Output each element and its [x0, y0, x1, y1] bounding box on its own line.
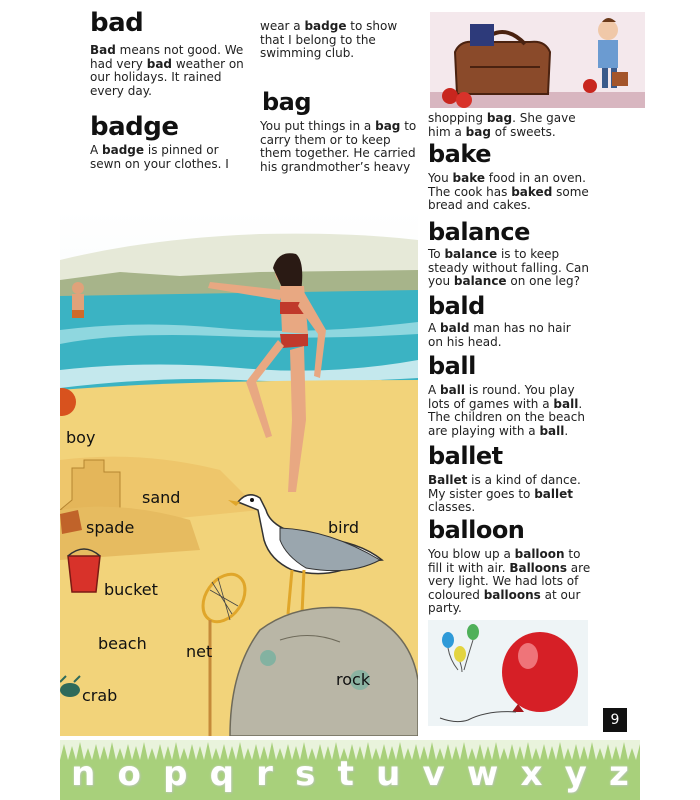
alphabet-letter: u: [376, 754, 401, 794]
definition-bald: [428, 322, 578, 349]
headword-in-text: badge: [304, 19, 347, 33]
beach-scene-illustration: [60, 210, 418, 736]
alphabet-letter: v: [422, 754, 445, 794]
balloons-illustration: [428, 620, 588, 726]
label-bird: bird: [328, 518, 360, 537]
headword-in-text: bag: [375, 119, 401, 133]
definition-text: . The children on the beach are playing with a: [428, 396, 585, 438]
headword-in-text: bake: [452, 171, 485, 185]
definition-text: . She gave him a: [428, 111, 576, 139]
definition-text: some bread and cakes.: [428, 184, 589, 212]
headword-in-text: balance: [444, 247, 498, 261]
label-spade: spade: [86, 518, 135, 537]
alphabet-letter: t: [337, 754, 354, 794]
definition-text: wear a: [260, 19, 305, 33]
definition-text: are very light. We had lots of coloured: [428, 560, 591, 602]
dictionary-page: [60, 0, 640, 800]
headword-in-text: ball: [440, 383, 465, 397]
definition-text: .: [564, 423, 569, 438]
headword-in-text: baked: [511, 184, 553, 199]
headword-in-text: Bad: [90, 43, 116, 57]
headword-bald: bald: [428, 292, 485, 320]
headword-ball: ball: [428, 352, 476, 380]
headword-in-text: Ballet: [428, 473, 468, 487]
definition-text: weather on our holidays. It rained every day.: [90, 56, 244, 98]
definition-text: food in an oven. The cook has: [428, 171, 586, 199]
definition-bag: [260, 120, 420, 174]
headword-balloon: balloon: [428, 516, 525, 544]
headword-ballet: ballet: [428, 442, 503, 470]
definition-text: is to keep steady without falling. Can you: [428, 247, 589, 288]
label-rock: rock: [336, 670, 371, 689]
definition-text: A: [428, 321, 441, 335]
headword-bag: bag: [262, 88, 312, 116]
headword-in-text: ballet: [534, 486, 574, 501]
headword-in-text: balloon: [514, 547, 565, 561]
headword-in-text: balloons: [483, 587, 541, 602]
definition-ballet: [428, 474, 596, 515]
alphabet-letter: x: [520, 754, 543, 794]
headword-balance: balance: [428, 218, 530, 246]
headword-in-text: bag: [486, 111, 513, 125]
definition-text: You: [428, 171, 453, 185]
headword-in-text: ball: [553, 396, 579, 411]
definition-text: You blow up a: [428, 547, 515, 561]
headword-in-text: bald: [440, 321, 470, 335]
label-beach: beach: [98, 634, 147, 653]
definition-text: on one leg?: [506, 274, 581, 288]
headword-bake: bake: [428, 140, 491, 168]
headword-in-text: balance: [453, 274, 507, 288]
headword-in-text: bag: [465, 124, 491, 139]
alphabet-letter: o: [117, 754, 141, 794]
definition-text: To: [428, 247, 445, 261]
headword-bad: bad: [90, 8, 144, 38]
alphabet-letter: p: [163, 754, 188, 794]
headword-in-text: Balloons: [509, 560, 567, 575]
definition-text: means not good. We had very: [90, 43, 244, 71]
alphabet-letter: q: [209, 754, 234, 794]
definition-badge: [90, 144, 240, 171]
definition-text: of sweets.: [490, 124, 556, 139]
alphabet-letter: n: [71, 754, 96, 794]
definition-text: at our party.: [428, 587, 581, 615]
definition-text: classes.: [428, 500, 476, 514]
definition-text: You put things in a: [260, 119, 376, 133]
definition-text: is a kind of dance. My sister goes to: [428, 473, 581, 501]
definition-text: shopping: [428, 111, 487, 125]
definition-ball: [428, 384, 596, 438]
shopping-bag-illustration: [430, 12, 645, 108]
definition-bad: [90, 44, 250, 98]
label-sand: sand: [142, 488, 181, 507]
headword-in-text: bad: [146, 56, 173, 71]
headword-in-text: ball: [539, 423, 565, 438]
alphabet-letter: z: [609, 754, 629, 794]
definition-bake: [428, 172, 596, 213]
definition-text: to carry them or to keep them together. He carried his grandmother’s heavy: [260, 119, 417, 174]
definition-text: A: [90, 143, 103, 157]
headword-in-text: badge: [102, 143, 145, 157]
definition-text: to fill it with air.: [428, 547, 581, 575]
label-crab: crab: [82, 686, 118, 705]
alphabet-letter: s: [295, 754, 316, 794]
definition-badge-continued: [260, 20, 410, 61]
definition-text: A: [428, 383, 441, 397]
alphabet-letter: r: [256, 754, 273, 794]
definition-balance: [428, 248, 596, 289]
alphabet-strip: [60, 752, 640, 796]
page-number: 9: [603, 708, 627, 732]
definition-balloon: [428, 548, 596, 616]
headword-badge: badge: [90, 112, 179, 142]
definition-text: to show that I belong to the swimming club.: [260, 19, 398, 60]
definition-text: is round. You play lots of games with a: [428, 383, 575, 411]
definition-bag-continued: [428, 112, 593, 139]
label-net: net: [186, 642, 213, 661]
label-boy: boy: [66, 428, 96, 447]
definition-text: is pinned or sewn on your clothes. I: [90, 143, 229, 171]
alphabet-letter: y: [564, 754, 587, 794]
label-bucket: bucket: [104, 580, 158, 599]
definition-text: man has no hair on his head.: [428, 321, 571, 349]
alphabet-letter: w: [466, 754, 499, 794]
